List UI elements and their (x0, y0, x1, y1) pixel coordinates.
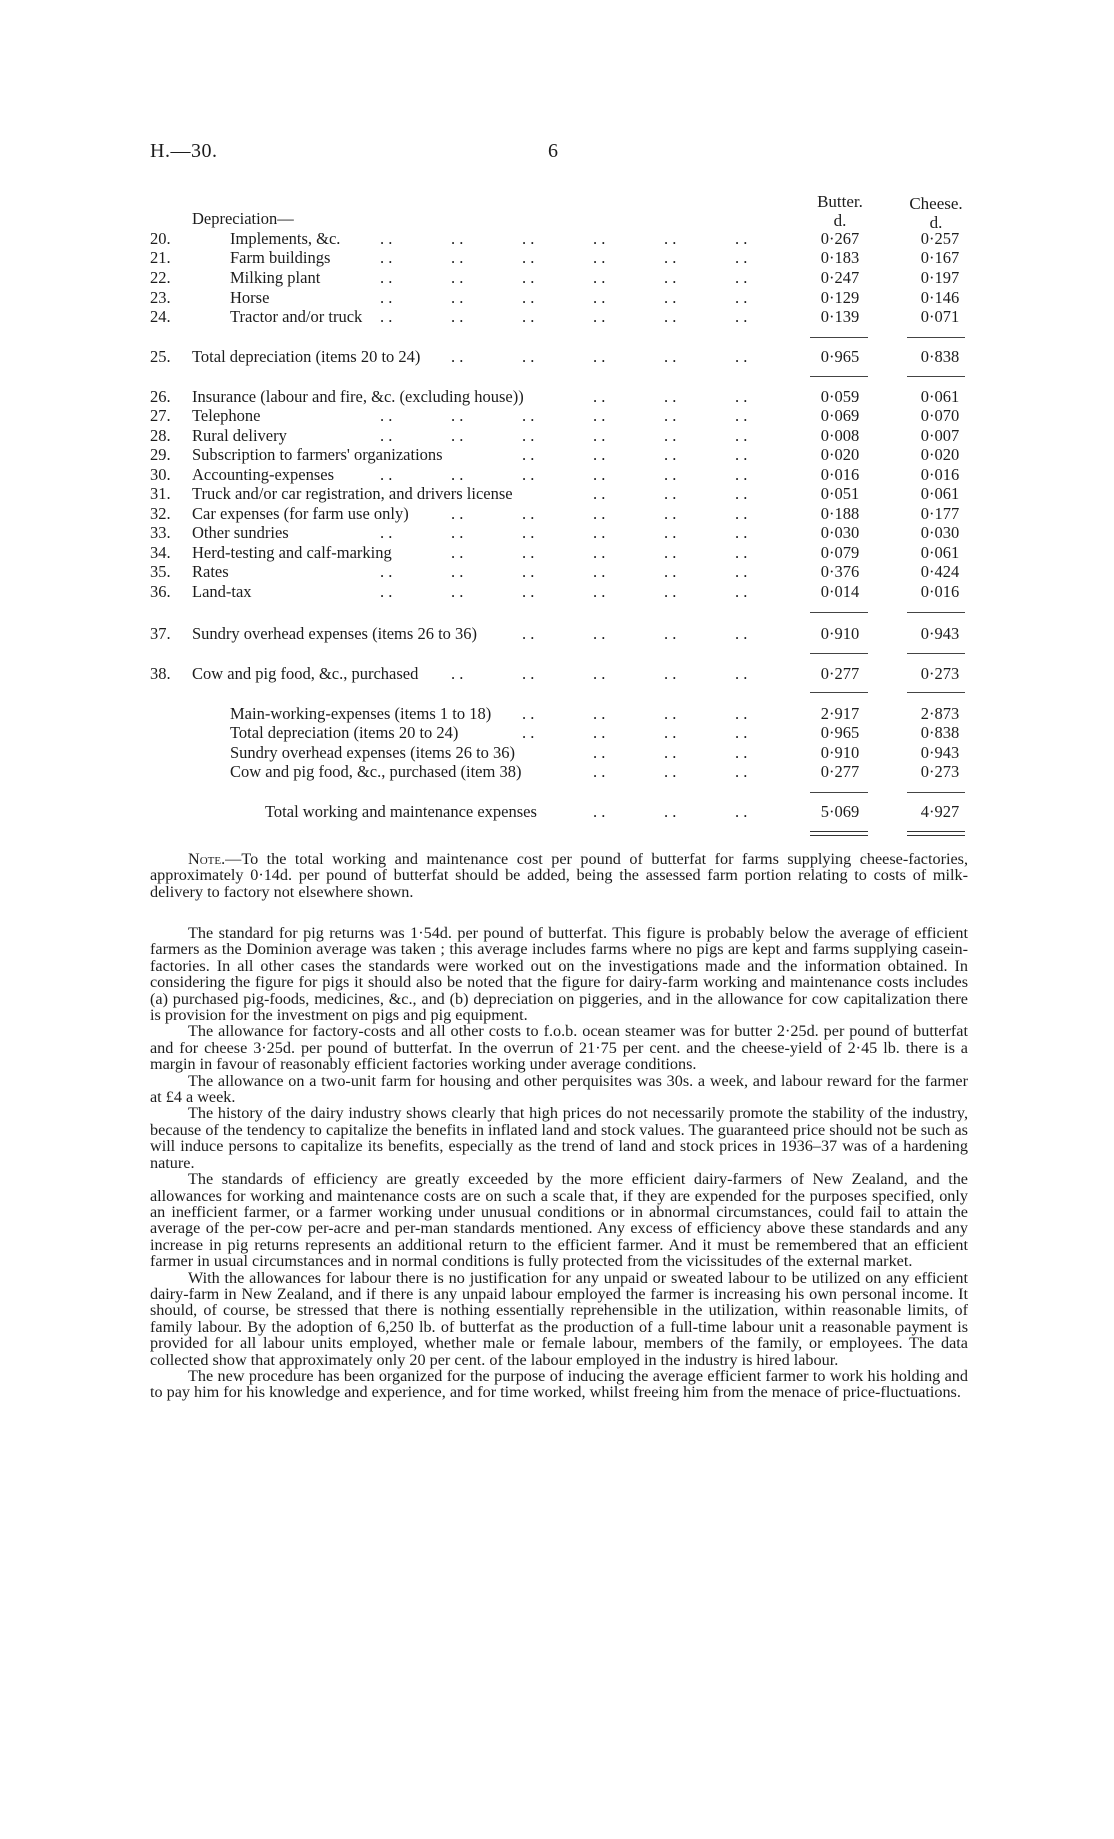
leader-dot: . . (522, 268, 535, 287)
depreciation-heading (150, 209, 960, 229)
item-label: Tractor and/or truck (230, 307, 363, 326)
table-row (150, 268, 960, 288)
item-number: 37. (150, 624, 171, 643)
leader-dot: . . (522, 664, 535, 683)
cheese-value: 0·071 (920, 307, 960, 326)
item-number: 30. (150, 465, 171, 484)
cheese-value: 0·007 (920, 426, 960, 445)
item-label: Cow and pig food, &c., purchased (item 38) (230, 762, 522, 781)
butter-value: 0·267 (820, 229, 860, 248)
leader-dot: . . (522, 704, 535, 723)
leader-dot: . . (593, 248, 606, 267)
leader-dot: . . (664, 268, 677, 287)
table-row (150, 582, 960, 602)
item-label: Insurance (labour and fire, &c. (excluding house)) (192, 387, 524, 406)
leader-dot: . . (735, 664, 748, 683)
cheese-value: 0·177 (920, 504, 960, 523)
table-row (150, 484, 960, 504)
cheese-value: 0·197 (920, 268, 960, 287)
leader-dot: . . (593, 307, 606, 326)
paragraph: The standards of efficiency are greatly exceeded by the more efficient dairy-farmers of New Zealand, and the allowances for working and maintenance costs are on such a scale that, if they are expended for the purposes specified, only an inefficient farmer, or a farmer working under unusual conditions or in abnormal circumstances, could fail to attain the average of the per-cow per-acre and per-man standards mentioned. Any excess of efficiency above these standards and any increase in pig returns represents an additional return to the efficient farmer. And it must be remembered that an efficient farmer in usual circumstances and in normal conditions is fully protected from the vicissitudes of the external market. (150, 1170, 968, 1271)
leader-dot: . . (522, 229, 535, 248)
item-label: Other sundries (192, 523, 289, 542)
leader-dot: . . (664, 307, 677, 326)
leader-dot: . . (735, 723, 748, 742)
cheese-value: 4·927 (920, 802, 960, 821)
leader-dot: . . (735, 762, 748, 781)
leader-dot: . . (593, 387, 606, 406)
leader-dot: . . (735, 248, 748, 267)
leader-dot: . . (735, 704, 748, 723)
cheese-value: 2·873 (920, 704, 960, 723)
item-label: Milking plant (230, 268, 321, 287)
leader-dot: . . (664, 562, 677, 581)
table-row (150, 387, 960, 407)
leader-dot: . . (380, 426, 393, 445)
leader-dot: . . (664, 445, 677, 464)
leader-dot: . . (664, 802, 677, 821)
leader-dot: . . (664, 347, 677, 366)
summary-row (150, 723, 960, 743)
leader-dot: . . (522, 723, 535, 742)
body-text (150, 925, 968, 1401)
leader-dot: . . (522, 426, 535, 445)
table-row (150, 664, 960, 684)
leader-dot: . . (593, 743, 606, 762)
leader-dot: . . (522, 248, 535, 267)
butter-value: 0·965 (820, 347, 860, 366)
leader-dot: . . (451, 406, 464, 425)
paragraph: The allowance for factory-costs and all other costs to f.o.b. ocean steamer was for butter 2·25d. per pound of butterfat and for cheese 3·25d. per pound of butterfat. In the overrun of 21·75 per cent. and the cheese-yield of 2·45 lb. there is a margin in favour of reasonably efficient factories working under average conditions. (150, 1022, 968, 1074)
depreciation-heading-label: Depreciation— (192, 209, 294, 228)
summary-row (150, 762, 960, 782)
leader-dot: . . (593, 347, 606, 366)
leader-dot: . . (664, 504, 677, 523)
item-number: 35. (150, 562, 171, 581)
cheese-value: 0·424 (920, 562, 960, 581)
leader-dot: . . (593, 562, 606, 581)
leader-dot: . . (593, 664, 606, 683)
leader-dot: . . (451, 562, 464, 581)
leader-dot: . . (522, 307, 535, 326)
document-code: H.—30. (150, 140, 218, 162)
leader-dot: . . (664, 387, 677, 406)
subtotal-rule (810, 653, 868, 654)
cheese-value: 0·061 (920, 387, 960, 406)
subtotal-rule (907, 653, 965, 654)
item-number: 31. (150, 484, 171, 503)
butter-value: 0·139 (820, 307, 860, 326)
cheese-value: 0·838 (920, 347, 960, 366)
subtotal-rule (907, 692, 965, 693)
leader-dot: . . (451, 307, 464, 326)
leader-dot: . . (664, 624, 677, 643)
leader-dot: . . (664, 664, 677, 683)
leader-dot: . . (735, 624, 748, 643)
leader-dot: . . (380, 229, 393, 248)
paragraph: The standard for pig returns was 1·54d. per pound of butterfat. This figure is probably below the average of efficient farmers as the Dominion average was taken ; this average includes farms where no pigs are kept and farms supplying casein-factories. In all other cases the standards were worked out on the investigations made and the information obtained. In considering the figure for pigs it should also be noted that the figure for dairy-farm working and maintenance costs includes (a) purchased pig-foods, medicines, &c., and (b) depreciation on piggeries, and in the allowance for cow capitalization there is provision for the investment on pigs and pig equipment. (150, 924, 968, 1025)
item-label: Cow and pig food, &c., purchased (192, 664, 419, 683)
paragraph: With the allowances for labour there is no justification for any unpaid or sweated labour to be utilized on any efficient dairy-farm in New Zealand, and if there is any unpaid labour employed the farmer is increasing his own personal income. It should, of course, be stressed that there is nothing essentially reprehensible in the utilization, within reasonable limits, of family labour. By the adoption of 6,250 lb. of butterfat as the production of a full-time labour unit a reasonable payment is provided for all labour units employed, whether male or female labour, members of the family, or employees. The data collected show that approximately only 20 per cent. of the labour employed in the industry is hired labour. (150, 1268, 968, 1369)
item-label: Total depreciation (items 20 to 24) (192, 347, 421, 366)
leader-dot: . . (735, 465, 748, 484)
leader-dot: . . (735, 504, 748, 523)
page-number: 6 (548, 140, 559, 162)
cheese-value: 0·943 (920, 624, 960, 643)
leader-dot: . . (735, 426, 748, 445)
item-label: Main-working-expenses (items 1 to 18) (230, 704, 492, 723)
butter-value: 0·277 (820, 762, 860, 781)
table-row (150, 406, 960, 426)
leader-dot: . . (451, 465, 464, 484)
leader-dot: . . (380, 562, 393, 581)
leader-dot: . . (593, 465, 606, 484)
leader-dot: . . (664, 426, 677, 445)
cheese-value: 0·273 (920, 664, 960, 683)
table-row-total (150, 347, 960, 367)
leader-dot: . . (593, 624, 606, 643)
leader-dot: . . (380, 268, 393, 287)
leader-dot: . . (380, 582, 393, 601)
leader-dot: . . (380, 288, 393, 307)
leader-dot: . . (451, 347, 464, 366)
leader-dot: . . (593, 762, 606, 781)
cheese-value: 0·146 (920, 288, 960, 307)
leader-dot: . . (451, 248, 464, 267)
leader-dot: . . (593, 704, 606, 723)
butter-value: 0·129 (820, 288, 860, 307)
grand-total-row (150, 802, 960, 822)
leader-dot: . . (735, 288, 748, 307)
butter-value: 0·059 (820, 387, 860, 406)
leader-dot: . . (664, 743, 677, 762)
butter-value: 0·910 (820, 743, 860, 762)
leader-dot: . . (593, 229, 606, 248)
leader-dot: . . (735, 307, 748, 326)
leader-dot: . . (735, 268, 748, 287)
column-title-butter: Butter. (817, 192, 863, 211)
leader-dot: . . (522, 624, 535, 643)
leader-dot: . . (522, 288, 535, 307)
table-row (150, 543, 960, 563)
subtotal-rule (907, 337, 965, 338)
item-label: Herd-testing and calf-marking (192, 543, 392, 562)
leader-dot: . . (593, 582, 606, 601)
leader-dot: . . (380, 465, 393, 484)
summary-row (150, 704, 960, 724)
leader-dot: . . (522, 465, 535, 484)
butter-value: 5·069 (820, 802, 860, 821)
item-number: 20. (150, 229, 171, 248)
cheese-value: 0·016 (920, 582, 960, 601)
leader-dot: . . (451, 543, 464, 562)
item-number: 29. (150, 445, 171, 464)
leader-dot: . . (593, 543, 606, 562)
subtotal-rule (907, 376, 965, 377)
item-label: Subscription to farmers' organizations (192, 445, 443, 464)
cheese-value: 0·020 (920, 445, 960, 464)
leader-dot: . . (735, 229, 748, 248)
cost-table (150, 0, 960, 1839)
subtotal-rule (810, 337, 868, 338)
table-row (150, 229, 960, 249)
leader-dot: . . (522, 562, 535, 581)
leader-dot: . . (380, 248, 393, 267)
cheese-value: 0·016 (920, 465, 960, 484)
item-number: 36. (150, 582, 171, 601)
table-row (150, 562, 960, 582)
leader-dot: . . (735, 802, 748, 821)
leader-dot: . . (664, 704, 677, 723)
table-row (150, 426, 960, 446)
item-number: 27. (150, 406, 171, 425)
leader-dot: . . (735, 543, 748, 562)
leader-dot: . . (522, 543, 535, 562)
total-double-rule (810, 831, 868, 836)
butter-value: 2·917 (820, 704, 860, 723)
leader-dot: . . (735, 523, 748, 542)
butter-value: 0·016 (820, 465, 860, 484)
item-label: Car expenses (for farm use only) (192, 504, 409, 523)
leader-dot: . . (735, 582, 748, 601)
column-unit-butter: d. (833, 211, 847, 230)
leader-dot: . . (522, 582, 535, 601)
note (150, 851, 968, 900)
item-label: Accounting-expenses (192, 465, 335, 484)
leader-dot: . . (522, 347, 535, 366)
subtotal-rule (810, 612, 868, 613)
leader-dot: . . (735, 387, 748, 406)
leader-dot: . . (664, 723, 677, 742)
summary-row (150, 743, 960, 763)
item-label: Sundry overhead expenses (items 26 to 36) (230, 743, 516, 762)
item-number: 23. (150, 288, 171, 307)
cheese-value: 0·257 (920, 229, 960, 248)
item-number: 25. (150, 347, 171, 366)
cheese-value: 0·061 (920, 484, 960, 503)
butter-value: 0·020 (820, 445, 860, 464)
leader-dot: . . (522, 523, 535, 542)
leader-dot: . . (593, 523, 606, 542)
leader-dot: . . (735, 743, 748, 762)
table-row (150, 445, 960, 465)
item-number: 28. (150, 426, 171, 445)
leader-dot: . . (735, 562, 748, 581)
item-label: Total depreciation (items 20 to 24) (230, 723, 459, 742)
item-label: Horse (230, 288, 270, 307)
item-number: 38. (150, 664, 171, 683)
item-label: Truck and/or car registration, and drivers license (192, 484, 513, 503)
butter-value: 0·069 (820, 406, 860, 425)
leader-dot: . . (593, 445, 606, 464)
leader-dot: . . (593, 802, 606, 821)
leader-dot: . . (380, 523, 393, 542)
butter-value: 0·008 (820, 426, 860, 445)
leader-dot: . . (593, 426, 606, 445)
cheese-value: 0·838 (920, 723, 960, 742)
butter-value: 0·376 (820, 562, 860, 581)
leader-dot: . . (380, 406, 393, 425)
item-number: 32. (150, 504, 171, 523)
leader-dot: . . (451, 268, 464, 287)
leader-dot: . . (735, 406, 748, 425)
note-lead: Note. (188, 850, 226, 868)
leader-dot: . . (664, 248, 677, 267)
butter-value: 0·030 (820, 523, 860, 542)
leader-dot: . . (522, 504, 535, 523)
cheese-value: 0·167 (920, 248, 960, 267)
item-number: 26. (150, 387, 171, 406)
leader-dot: . . (735, 445, 748, 464)
leader-dot: . . (451, 504, 464, 523)
butter-value: 0·277 (820, 664, 860, 683)
note-text: —To the total working and maintenance cost per pound of butterfat for farms supplying cheese-factories, approximately 0·14d. per pound of butterfat should be added, being the assessed farm portion relating to costs of milk-delivery to factory not elsewhere shown. (150, 850, 968, 901)
leader-dot: . . (735, 484, 748, 503)
item-label: Implements, &c. (230, 229, 341, 248)
leader-dot: . . (451, 426, 464, 445)
cheese-value: 0·030 (920, 523, 960, 542)
item-label: Total working and maintenance expenses (265, 802, 537, 821)
table-row (150, 465, 960, 485)
table-row (150, 288, 960, 308)
table-row (150, 504, 960, 524)
column-title-cheese: Cheese. (909, 194, 963, 213)
subtotal-rule (810, 692, 868, 693)
butter-value: 0·079 (820, 543, 860, 562)
paragraph: The new procedure has been organized for the purpose of inducing the average efficient farmer to work his holding and to pay him for his knowledge and experience, and for time worked, whilst freeing him from the menace of price-fluctuations. (150, 1366, 968, 1402)
leader-dot: . . (664, 523, 677, 542)
leader-dot: . . (593, 723, 606, 742)
butter-value: 0·183 (820, 248, 860, 267)
table-row (150, 307, 960, 327)
item-label: Rural delivery (192, 426, 287, 445)
column-unit-cheese: d. (929, 213, 943, 232)
subtotal-rule (810, 792, 868, 793)
item-label: Land-tax (192, 582, 252, 601)
paragraph: The allowance on a two-unit farm for housing and other perquisites was 30s. a week, and labour reward for the farmer at £4 a week. (150, 1071, 968, 1107)
cheese-value: 0·273 (920, 762, 960, 781)
leader-dot: . . (664, 288, 677, 307)
cheese-value: 0·943 (920, 743, 960, 762)
item-label: Telephone (192, 406, 261, 425)
butter-value: 0·051 (820, 484, 860, 503)
cheese-value: 0·061 (920, 543, 960, 562)
leader-dot: . . (451, 288, 464, 307)
item-label: Sundry overhead expenses (items 26 to 36) (192, 624, 478, 643)
paragraph: The history of the dairy industry shows clearly that high prices do not necessarily promote the stability of the industry, because of the tendency to capitalize the benefits in inflated land and stock values. The guaranteed price should not be such as will induce persons to capitalize its benefits, especially as the trend of land and stock prices in 1936–37 was of a hardening nature. (150, 1104, 968, 1172)
table-row (150, 248, 960, 268)
leader-dot: . . (593, 288, 606, 307)
item-label: Rates (192, 562, 229, 581)
leader-dot: . . (664, 465, 677, 484)
leader-dot: . . (522, 406, 535, 425)
table-row-total (150, 624, 960, 644)
butter-value: 0·910 (820, 624, 860, 643)
subtotal-rule (907, 792, 965, 793)
leader-dot: . . (664, 406, 677, 425)
total-double-rule (907, 831, 965, 836)
leader-dot: . . (664, 229, 677, 248)
item-number: 21. (150, 248, 171, 267)
leader-dot: . . (593, 504, 606, 523)
leader-dot: . . (593, 484, 606, 503)
leader-dot: . . (664, 543, 677, 562)
butter-value: 0·965 (820, 723, 860, 742)
butter-value: 0·014 (820, 582, 860, 601)
leader-dot: . . (522, 445, 535, 464)
subtotal-rule (810, 376, 868, 377)
item-number: 24. (150, 307, 171, 326)
leader-dot: . . (451, 229, 464, 248)
butter-value: 0·188 (820, 504, 860, 523)
item-label: Farm buildings (230, 248, 331, 267)
leader-dot: . . (593, 406, 606, 425)
leader-dot: . . (664, 484, 677, 503)
leader-dot: . . (735, 347, 748, 366)
leader-dot: . . (451, 523, 464, 542)
table-row (150, 523, 960, 543)
leader-dot: . . (451, 664, 464, 683)
item-number: 33. (150, 523, 171, 542)
leader-dot: . . (380, 307, 393, 326)
item-number: 34. (150, 543, 171, 562)
butter-value: 0·247 (820, 268, 860, 287)
leader-dot: . . (593, 268, 606, 287)
leader-dot: . . (451, 582, 464, 601)
item-number: 22. (150, 268, 171, 287)
leader-dot: . . (664, 762, 677, 781)
cheese-value: 0·070 (920, 406, 960, 425)
leader-dot: . . (664, 582, 677, 601)
subtotal-rule (907, 612, 965, 613)
